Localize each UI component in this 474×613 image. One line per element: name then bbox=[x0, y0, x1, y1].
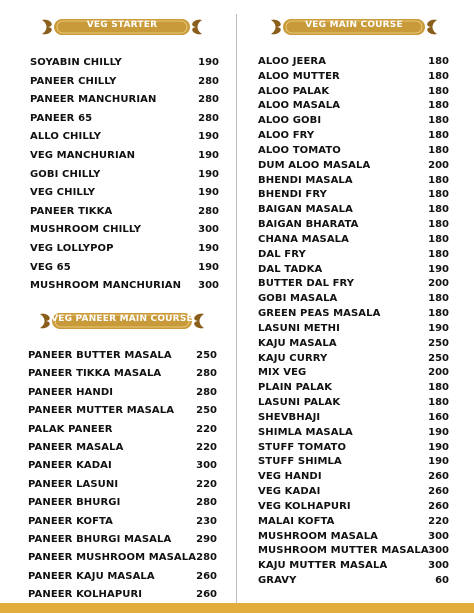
item-name: PANEER KOFTA bbox=[28, 515, 113, 527]
item-price: 280 bbox=[198, 75, 219, 87]
item-price: 280 bbox=[196, 368, 217, 380]
item-name: BHENDI FRY bbox=[258, 189, 327, 201]
item-name: MUSHROOM MUTTER MASALA bbox=[258, 545, 429, 557]
item-name: SHIMLA MASALA bbox=[258, 426, 353, 438]
list-item bbox=[258, 145, 449, 160]
item-name: CHANA MASALA bbox=[258, 233, 349, 245]
item-price: 180 bbox=[428, 100, 449, 112]
list-item bbox=[258, 442, 449, 457]
item-name: MIX VEG bbox=[258, 367, 307, 379]
list-item bbox=[28, 368, 217, 386]
item-price: 180 bbox=[428, 204, 449, 216]
item-name: STUFF SHIMLA bbox=[258, 456, 342, 468]
item-name: PANEER BUTTER MASALA bbox=[28, 350, 172, 361]
item-name: DAL FRY bbox=[258, 248, 306, 260]
list-item bbox=[28, 460, 217, 478]
item-price: 190 bbox=[428, 456, 449, 468]
item-price: 250 bbox=[196, 350, 217, 361]
item-price: 280 bbox=[196, 497, 217, 509]
item-name: ALOO TOMATO bbox=[258, 144, 341, 156]
item-name: VEG LOLLYPOP bbox=[30, 242, 114, 254]
item-price: 280 bbox=[196, 386, 217, 398]
list-item bbox=[258, 486, 449, 501]
list-item bbox=[258, 367, 449, 382]
item-name: BAIGAN BHARATA bbox=[258, 219, 359, 231]
section-title: VEG MAIN COURSE bbox=[305, 20, 403, 30]
banner-veg-main-course bbox=[269, 16, 439, 38]
item-name: MALAI KOFTA bbox=[258, 515, 335, 527]
banner-veg-paneer-main-course bbox=[38, 310, 206, 332]
item-price: 180 bbox=[428, 248, 449, 260]
item-price: 190 bbox=[198, 242, 219, 254]
list-item bbox=[28, 442, 217, 460]
item-name: BAIGAN MASALA bbox=[258, 204, 353, 216]
item-price: 190 bbox=[428, 322, 449, 334]
main-course-list bbox=[258, 56, 449, 590]
item-price: 250 bbox=[196, 405, 217, 417]
list-item bbox=[28, 571, 217, 589]
list-item bbox=[30, 224, 219, 243]
item-name: MUSHROOM MANCHURIAN bbox=[30, 280, 182, 292]
list-item bbox=[258, 412, 449, 427]
item-name: KAJU MUTTER MASALA bbox=[258, 560, 388, 572]
starter-list bbox=[30, 57, 219, 299]
banner-veg-starter bbox=[40, 16, 204, 38]
item-price: 260 bbox=[428, 471, 449, 483]
item-price: 260 bbox=[196, 570, 217, 582]
item-name: PANEER MASALA bbox=[28, 441, 124, 453]
list-item bbox=[28, 387, 217, 405]
list-item bbox=[30, 94, 219, 113]
item-price: 260 bbox=[428, 500, 449, 512]
paneer-list bbox=[28, 350, 217, 607]
item-price: 180 bbox=[428, 382, 449, 394]
item-price: 260 bbox=[428, 486, 449, 498]
item-price: 220 bbox=[196, 478, 217, 490]
list-item bbox=[258, 264, 449, 279]
item-name: DAL TADKA bbox=[258, 263, 323, 275]
list-item bbox=[30, 280, 219, 299]
list-item bbox=[258, 86, 449, 101]
item-price: 230 bbox=[196, 515, 217, 527]
list-item bbox=[258, 308, 449, 323]
item-price: 280 bbox=[198, 205, 219, 217]
item-name: GRAVY bbox=[258, 574, 297, 586]
item-price: 300 bbox=[198, 280, 219, 292]
item-name: PANEER 65 bbox=[30, 112, 93, 124]
list-item bbox=[258, 501, 449, 516]
item-price: 190 bbox=[198, 187, 219, 199]
list-item bbox=[30, 187, 219, 206]
list-item bbox=[258, 249, 449, 264]
item-price: 200 bbox=[428, 367, 449, 379]
item-name: ALOO GOBI bbox=[258, 115, 322, 127]
item-price: 300 bbox=[196, 460, 217, 472]
item-name: MUSHROOM CHILLY bbox=[30, 224, 142, 236]
item-name: VEG KADAI bbox=[258, 486, 321, 498]
item-price: 220 bbox=[196, 441, 217, 453]
list-item bbox=[28, 552, 217, 570]
list-item bbox=[30, 169, 219, 188]
item-name: VEG HANDI bbox=[258, 471, 322, 483]
item-price: 200 bbox=[428, 278, 449, 290]
item-price: 220 bbox=[428, 515, 449, 527]
item-name: PLAIN PALAK bbox=[258, 382, 333, 394]
item-name: PANEER KAJU MASALA bbox=[28, 570, 155, 582]
item-name: STUFF TOMATO bbox=[258, 441, 347, 453]
item-price: 180 bbox=[428, 293, 449, 305]
item-name: BHENDI MASALA bbox=[258, 174, 353, 186]
item-price: 280 bbox=[198, 112, 219, 124]
item-name: PALAK PANEER bbox=[28, 423, 113, 435]
list-item bbox=[258, 293, 449, 308]
item-price: 300 bbox=[428, 530, 449, 542]
item-name: VEG MANCHURIAN bbox=[30, 149, 136, 161]
item-name: ALOO PALAK bbox=[258, 85, 330, 97]
item-name: LASUNI METHI bbox=[258, 322, 340, 334]
item-price: 260 bbox=[196, 589, 217, 601]
item-name: MUSHROOM MASALA bbox=[258, 530, 379, 542]
list-item bbox=[258, 338, 449, 353]
list-item bbox=[30, 113, 219, 132]
item-name: PANEER KADAI bbox=[28, 460, 112, 472]
item-name: PANEER HANDI bbox=[28, 386, 114, 398]
item-name: ALOO JEERA bbox=[258, 56, 327, 67]
list-item bbox=[28, 350, 217, 368]
list-item bbox=[258, 115, 449, 130]
list-item bbox=[258, 560, 449, 575]
list-item bbox=[30, 131, 219, 150]
item-price: 180 bbox=[428, 130, 449, 142]
item-price: 190 bbox=[198, 57, 219, 68]
section-title: VEG PANEER MAIN COURSE bbox=[51, 314, 193, 324]
list-item bbox=[258, 234, 449, 249]
item-price: 190 bbox=[198, 149, 219, 161]
list-item bbox=[258, 56, 449, 71]
item-name: GOBI MASALA bbox=[258, 293, 338, 305]
item-price: 180 bbox=[428, 219, 449, 231]
item-price: 180 bbox=[428, 85, 449, 97]
item-price: 180 bbox=[428, 174, 449, 186]
list-item bbox=[30, 57, 219, 76]
list-item bbox=[258, 189, 449, 204]
item-name: PANEER LASUNI bbox=[28, 478, 119, 490]
item-name: PANEER TIKKA bbox=[30, 205, 113, 217]
item-price: 190 bbox=[198, 168, 219, 180]
list-item bbox=[28, 497, 217, 515]
item-name: KAJU MASALA bbox=[258, 337, 337, 349]
item-price: 180 bbox=[428, 70, 449, 82]
list-item bbox=[258, 278, 449, 293]
list-item bbox=[258, 471, 449, 486]
list-item bbox=[258, 516, 449, 531]
item-price: 290 bbox=[196, 533, 217, 545]
list-item bbox=[258, 545, 449, 560]
list-item bbox=[258, 397, 449, 412]
list-item bbox=[30, 243, 219, 262]
item-name: VEG KOLHAPURI bbox=[258, 500, 351, 512]
item-name: SOYABIN CHILLY bbox=[30, 57, 122, 68]
item-name: ALOO MUTTER bbox=[258, 70, 340, 82]
item-price: 180 bbox=[428, 144, 449, 156]
item-price: 180 bbox=[428, 189, 449, 201]
list-item bbox=[30, 262, 219, 281]
item-price: 180 bbox=[428, 115, 449, 127]
section-veg-starter bbox=[0, 0, 236, 300]
item-price: 300 bbox=[428, 545, 449, 557]
item-name: PANEER MANCHURIAN bbox=[30, 94, 157, 106]
item-price: 250 bbox=[428, 337, 449, 349]
list-item bbox=[258, 323, 449, 338]
list-item bbox=[258, 160, 449, 175]
list-item bbox=[28, 534, 217, 552]
item-price: 190 bbox=[198, 131, 219, 143]
list-item bbox=[258, 100, 449, 115]
list-item bbox=[258, 353, 449, 368]
item-name: GREEN PEAS MASALA bbox=[258, 308, 381, 320]
list-item bbox=[28, 405, 217, 423]
item-price: 180 bbox=[428, 397, 449, 409]
item-price: 160 bbox=[428, 411, 449, 423]
section-veg-main-course bbox=[237, 0, 474, 603]
list-item bbox=[258, 130, 449, 145]
item-name: ALOO FRY bbox=[258, 130, 315, 142]
list-item bbox=[28, 424, 217, 442]
list-item bbox=[30, 206, 219, 225]
item-price: 190 bbox=[428, 426, 449, 438]
item-name: PANEER BHURGI bbox=[28, 497, 121, 509]
list-item bbox=[28, 479, 217, 497]
item-name: PANEER TIKKA MASALA bbox=[28, 368, 162, 380]
list-item bbox=[258, 456, 449, 471]
item-name: PANEER CHILLY bbox=[30, 75, 117, 87]
item-price: 60 bbox=[435, 574, 449, 586]
item-price: 300 bbox=[428, 560, 449, 572]
item-price: 190 bbox=[428, 263, 449, 275]
list-item bbox=[28, 516, 217, 534]
list-item bbox=[258, 175, 449, 190]
item-name: PANEER MUTTER MASALA bbox=[28, 405, 175, 417]
list-item bbox=[258, 427, 449, 442]
item-name: LASUNI PALAK bbox=[258, 397, 341, 409]
bottom-gold-band bbox=[0, 603, 474, 613]
list-item bbox=[258, 531, 449, 546]
item-price: 200 bbox=[428, 159, 449, 171]
list-item bbox=[258, 219, 449, 234]
item-name: PANEER KOLHAPURI bbox=[28, 589, 143, 601]
item-name: GOBI CHILLY bbox=[30, 168, 101, 180]
item-price: 180 bbox=[428, 233, 449, 245]
item-name: VEG 65 bbox=[30, 261, 71, 273]
section-veg-paneer-main-course bbox=[0, 300, 236, 603]
item-name: SHEVBHAJI bbox=[258, 411, 321, 423]
item-name: VEG CHILLY bbox=[30, 187, 96, 199]
item-price: 180 bbox=[428, 56, 449, 67]
item-name: BUTTER DAL FRY bbox=[258, 278, 355, 290]
list-item bbox=[258, 382, 449, 397]
item-price: 300 bbox=[198, 224, 219, 236]
item-name: ALOO MASALA bbox=[258, 100, 341, 112]
list-item bbox=[30, 150, 219, 169]
item-name: ALLO CHILLY bbox=[30, 131, 102, 143]
item-name: KAJU CURRY bbox=[258, 352, 328, 364]
item-price: 190 bbox=[428, 441, 449, 453]
item-name: PANEER MUSHROOM MASALA bbox=[28, 552, 197, 564]
item-name: PANEER BHURGI MASALA bbox=[28, 533, 172, 545]
item-price: 250 bbox=[428, 352, 449, 364]
item-price: 220 bbox=[196, 423, 217, 435]
section-title: VEG STARTER bbox=[86, 20, 158, 30]
item-price: 280 bbox=[198, 94, 219, 106]
item-name: DUM ALOO MASALA bbox=[258, 159, 371, 171]
list-item bbox=[258, 204, 449, 219]
item-price: 280 bbox=[196, 552, 217, 564]
item-price: 180 bbox=[428, 308, 449, 320]
list-item bbox=[30, 76, 219, 95]
list-item bbox=[258, 71, 449, 86]
item-price: 190 bbox=[198, 261, 219, 273]
list-item bbox=[258, 575, 449, 590]
